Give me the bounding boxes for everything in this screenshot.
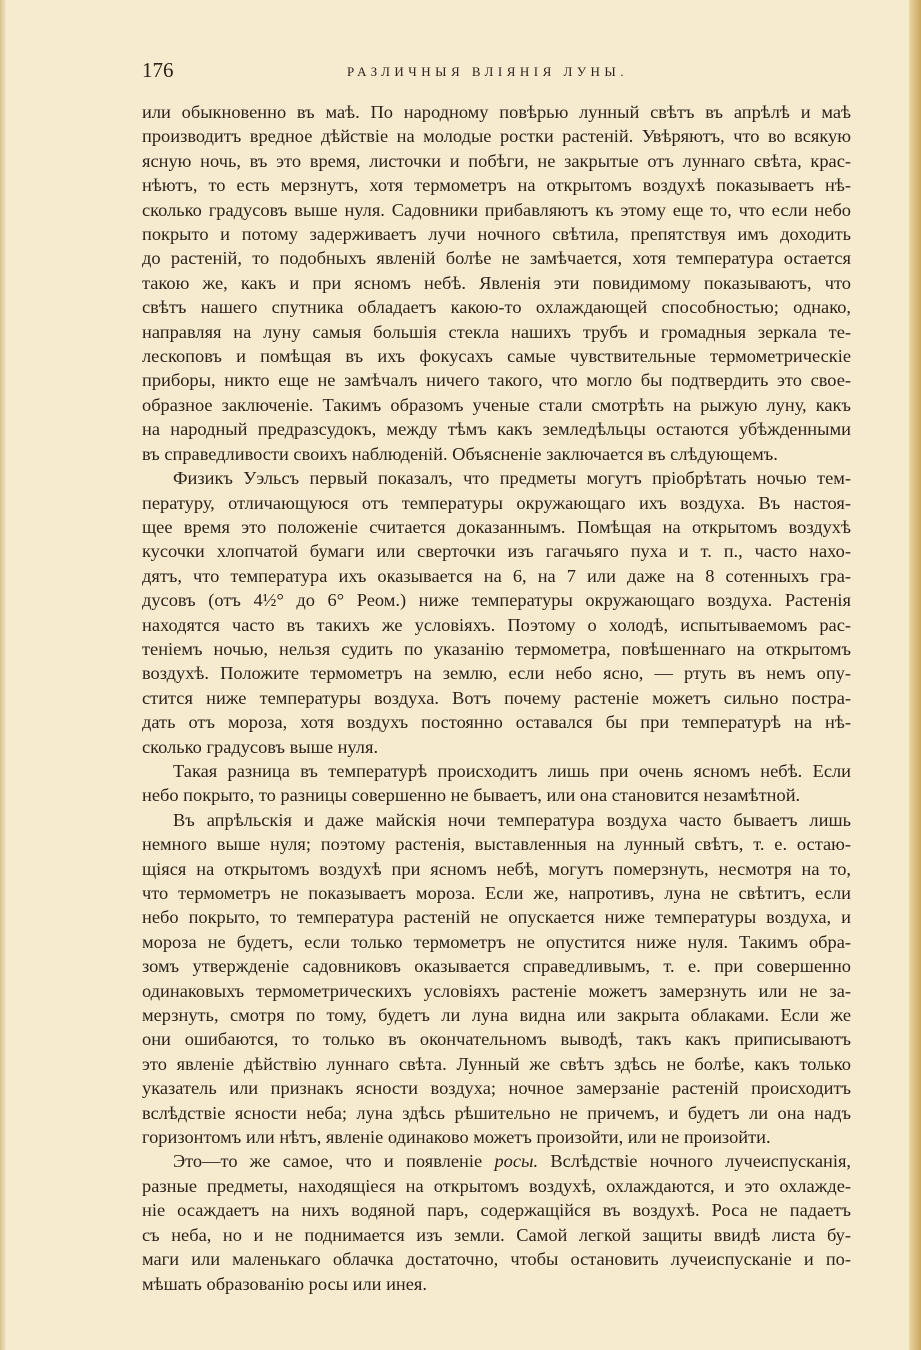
text-line: небо покрыто, то температура растеній не опускается ниже температуры воздуха, и [142, 907, 851, 928]
text-line: находятся часто въ такихъ же условіяхъ. Поэтому о холодѣ, испытываемомъ рас- [142, 614, 851, 635]
text-line: они ошибаются, то только въ окончательномъ выводѣ, такъ какъ приписываютъ [142, 1029, 851, 1050]
text-run: Вслѣдствіе ночного лучеиспусканія, [550, 1151, 852, 1172]
text-line: это явленіе дѣйствію луннаго свѣта. Лунный же свѣтъ здѣсь не болѣе, какъ только [142, 1053, 851, 1074]
text-line: мѣшать образованію росы или инея. [142, 1273, 427, 1294]
text-line: одинаковыхъ термометрическихъ условіяхъ растеніе можетъ замерзнуть или не за- [142, 980, 851, 1001]
text-line: мороза не будетъ, если только термометръ не опустится ниже нуля. Такимъ обра- [142, 931, 851, 952]
text-line: немного выше нуля; поэтому растенія, выставленныя на лунный свѣтъ, т. е. остаю- [142, 834, 851, 855]
text-line: указатель или признакъ ясности воздуха; ночное замерзаніе растеній происходитъ [142, 1078, 851, 1099]
text-line: теніемъ ночью, нельзя судить по указанію термометра, повѣшеннаго на открытомъ [142, 638, 851, 659]
text-line: на народный предразсудокъ, между тѣмъ какъ земледѣльцы остаются убѣжденными [142, 419, 851, 440]
text-line: нѣютъ, то есть мерзнутъ, хотя термометръ на открытомъ воздухѣ показываетъ нѣ- [142, 175, 851, 196]
text-line: направляя на луну самыя большія стекла нашихъ трубъ и громадныя зеркала те- [142, 321, 851, 342]
text-line: Физикъ Уэльсъ первый показалъ, что предметы могутъ пріобрѣтать ночью тем- [173, 468, 851, 489]
text-line: дятъ, что температура ихъ оказывается на 6, на 7 или даже на 8 сотенныхъ гра- [142, 565, 851, 586]
text-line: вслѣдствіе ясности неба; луна здѣсь рѣшительно не причемъ, и будетъ ли она надъ [142, 1102, 851, 1123]
text-line: щіяся на открытомъ воздухѣ при ясномъ небѣ, могутъ померзнуть, несмотря на то, [142, 858, 851, 879]
page-right-edge [909, 0, 921, 1350]
text-line: разные предметы, находящіеся на открытомъ воздухѣ, охлаждаются, и это охлажде- [142, 1175, 851, 1196]
text-line: приборы, никто еще не замѣчалъ ничего такого, что могло бы подтвердить это свое- [142, 370, 851, 391]
text-line: маги или маленькаго облачка достаточно, чтобы остановить лучеиспусканіе и по- [142, 1249, 851, 1270]
text-line: Въ апрѣльскія и даже майскія ночи температура воздуха часто бываетъ лишь [173, 809, 851, 830]
text-line: щее время это положеніе считается доказаннымъ. Помѣщая на открытомъ воздухѣ [142, 516, 851, 537]
text-line: сколько градусовъ выше нуля. [142, 736, 379, 757]
page-left-edge [0, 0, 6, 1350]
text-line: сколько градусовъ выше нуля. Садовники прибавляютъ къ этому еще то, что если небо [142, 199, 851, 220]
text-line: ясную ночь, въ это время, листочки и побѣги, не закрытые отъ луннаго свѣта, крас- [142, 150, 851, 171]
text-line: стится ниже температуры воздуха. Вотъ почему растеніе можетъ сильно постра- [142, 687, 851, 708]
text-line: мерзнуть, смотря по тому, будетъ ли луна видна или закрыта облаками. Если же [142, 1005, 851, 1026]
text-run: Это—то же самое, что и появленіе [173, 1151, 483, 1172]
text-line: или обыкновенно въ маѣ. По народному повѣрью лунный свѣтъ въ апрѣлѣ и маѣ [142, 102, 851, 122]
page-number: 176 [142, 58, 174, 82]
text-line: покрыто и потому задерживаетъ лучи ночного свѣтила, препятствуя имъ доходить [142, 224, 851, 245]
text-line: дусовъ (отъ 4½° до 6° Реом.) ниже температуры окружающаго воздуха. Растенія [142, 590, 851, 611]
text-line: Такая разница въ температурѣ происходитъ лишь при очень ясномъ небѣ. Если [173, 760, 851, 781]
running-title: РАЗЛИЧНЫЯ ВЛІЯНІЯ ЛУНЫ. [347, 64, 628, 79]
text-line [142, 1149, 851, 1173]
text-line: свѣтъ нашего спутника обладаетъ какою-то охлаждающей способностью; однако, [142, 297, 851, 318]
text-line: кусочки хлопчатой бумаги или сверточки изъ гагачьяго пуха и т. п., часто нахо- [142, 541, 851, 562]
text-line: съ неба, но и не поднимается изъ земли. Самой легкой защиты ввидѣ листа бу- [142, 1224, 851, 1245]
text-line: образное заключеніе. Такимъ образомъ ученые стали смотрѣть на рыжую луну, какъ [142, 394, 851, 415]
text-line: такою же, какъ и при ясномъ небѣ. Явленія эти повидимому показываютъ, что [142, 272, 851, 293]
text-line: въ справедливости своихъ наблюденій. Объясненіе заключается въ слѣдующемъ. [142, 443, 778, 464]
text-line: что термометръ не показываетъ мороза. Если же, напротивъ, луна не свѣтитъ, если [142, 883, 851, 903]
body-text [142, 100, 851, 1296]
text-line: горизонтомъ или нѣтъ, явленіе одинаково можетъ произойти, или не произойти. [142, 1127, 771, 1148]
text-line: производитъ вредное дѣйствіе на молодые ростки растеній. Увѣряютъ, что во всякую [142, 126, 851, 147]
text-line: до растеній, то подобныхъ явленій болѣе не замѣчается, хотя температура остается [142, 248, 851, 269]
text-line: небо покрыто, то разницы совершенно не бываетъ, или она становится незамѣтной. [142, 785, 801, 806]
page-header [142, 58, 854, 88]
text-line: лескоповъ и помѣщая въ ихъ фокусахъ самые чувствительные термометрическіе [142, 346, 851, 367]
emphasized-word: росы. [494, 1151, 539, 1172]
text-line: воздухѣ. Положите термометръ на землю, если небо ясно, — ртуть въ немъ опу- [142, 663, 851, 684]
text-line: ніе осаждаетъ на нихъ водяной паръ, содержащійся въ воздухѣ. Роса не падаетъ [142, 1200, 851, 1221]
text-line: пературу, отличающуюся отъ температуры окружающаго ихъ воздуха. Въ настоя- [142, 492, 851, 513]
text-line: дать отъ мороза, хотя воздухъ постоянно оставался бы при температурѣ на нѣ- [142, 712, 851, 733]
text-line: зомъ утвержденіе садовниковъ оказывается справедливымъ, т. е. при совершенно [142, 956, 851, 977]
